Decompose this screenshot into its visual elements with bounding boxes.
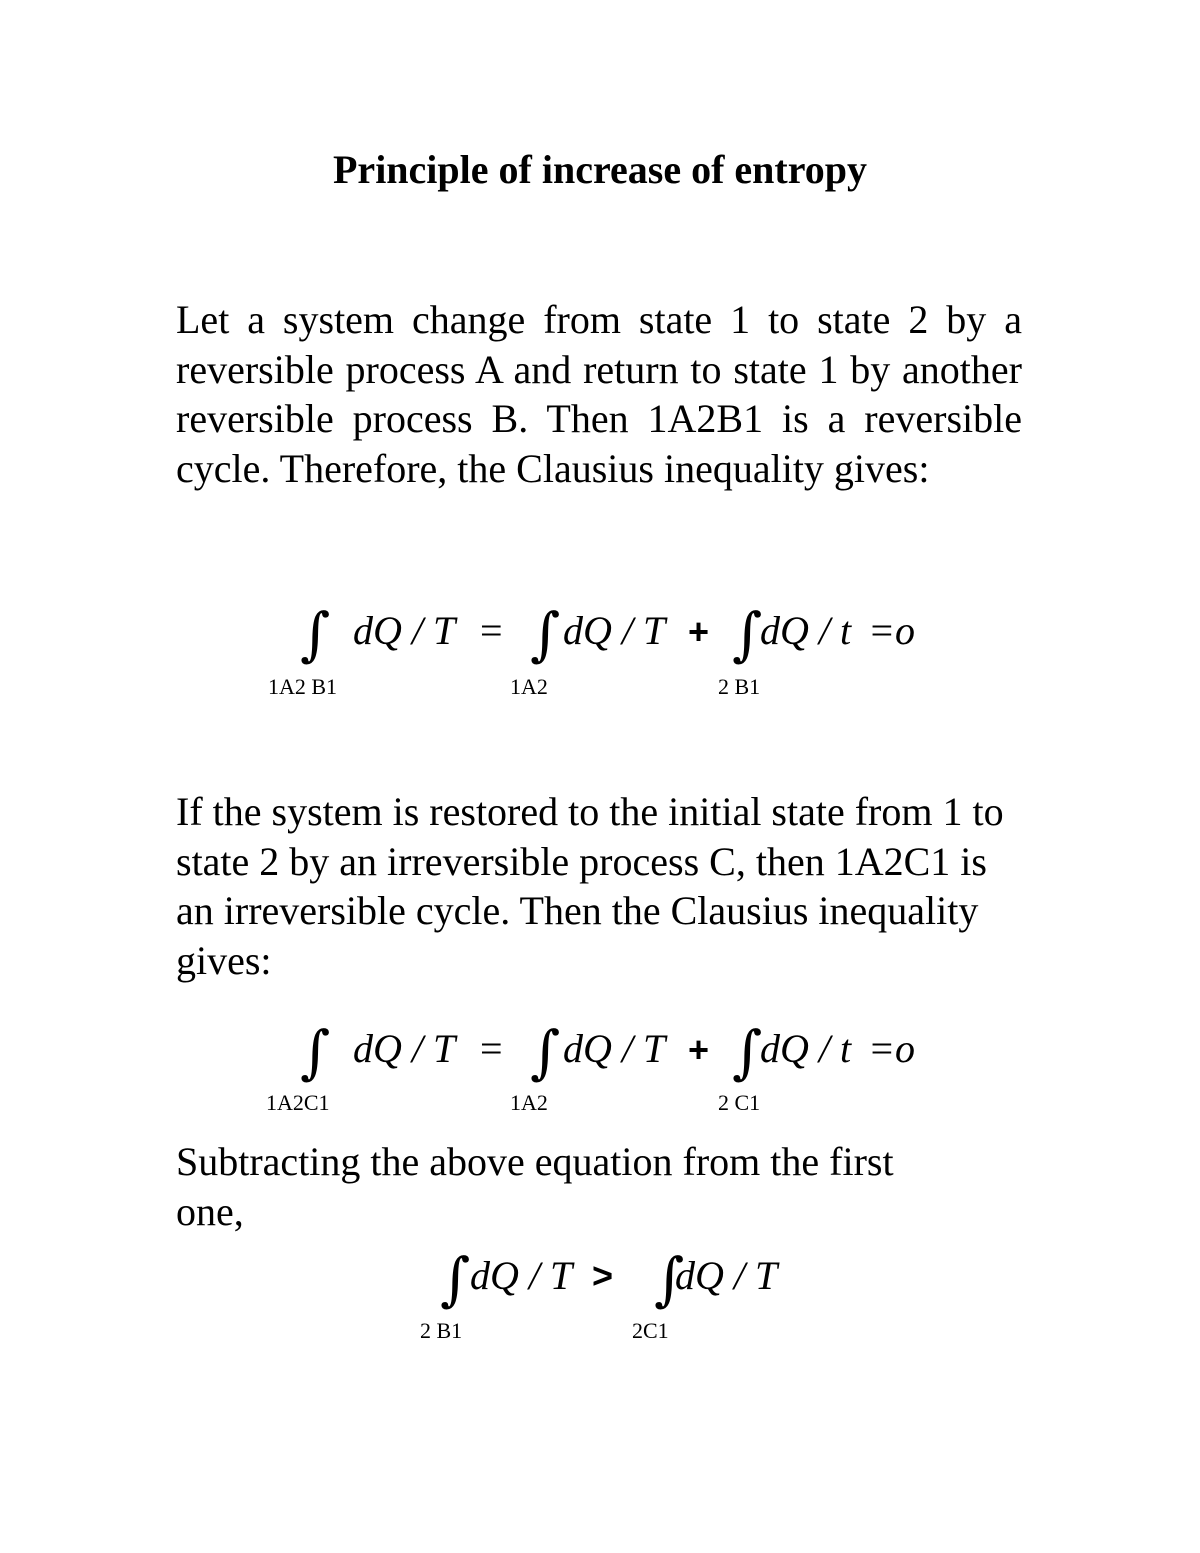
plus-sign: + bbox=[688, 611, 710, 652]
integral-sign: ∫ bbox=[530, 600, 561, 668]
integral-subscript: 1A2 B1 bbox=[268, 674, 338, 699]
paragraph-subtracting bbox=[176, 1137, 1022, 1236]
integral-subscript: 2 B1 bbox=[420, 1318, 463, 1343]
integral-sign: ∫ bbox=[300, 600, 331, 668]
integral-subscript: 2 C1 bbox=[718, 1090, 761, 1115]
equals-sign: = bbox=[480, 608, 503, 653]
paragraph-reversible-cycle: Let a system change from state 1 to state 2 by a reversible process A and return to state 1 by another reversible process B. Then 1A2B1 is a reversible cycle. Therefore, the Clausius inequality gives: bbox=[176, 297, 1022, 491]
integrand-term: dQ / T bbox=[353, 608, 456, 653]
paragraph-line: one, bbox=[176, 1188, 244, 1234]
paragraph-irreversible-cycle: If the system is restored to the initial state from 1 to state 2 by an irreversible process C, then 1A2C1 is an irreversible cycle. Then the Clausius inequality gives: bbox=[176, 789, 1004, 983]
page-title: Principle of increase of entropy bbox=[333, 147, 867, 192]
integral-subscript: 2C1 bbox=[632, 1318, 669, 1343]
integral-subscript: 1A2 bbox=[510, 1090, 548, 1115]
integral-sign: ∫ bbox=[654, 1245, 685, 1313]
integral-subscript: 2 B1 bbox=[718, 674, 761, 699]
integral-sign: ∫ bbox=[732, 1018, 763, 1086]
integral-subscript: 1A2 bbox=[510, 674, 548, 699]
result-zero: =o bbox=[868, 1026, 915, 1071]
integrand-term: dQ / T bbox=[353, 1026, 456, 1071]
greater-than-sign: > bbox=[592, 1255, 614, 1296]
integral-sign: ∫ bbox=[732, 600, 763, 668]
equals-sign: = bbox=[480, 1026, 503, 1071]
integral-subscript: 1A2C1 bbox=[266, 1090, 330, 1115]
integral-sign: ∫ bbox=[440, 1245, 471, 1313]
integral-sign: ∫ bbox=[300, 1018, 331, 1086]
integrand-term: dQ / T bbox=[470, 1253, 573, 1298]
integrand-term: dQ / t bbox=[760, 608, 852, 653]
integrand-term: dQ / t bbox=[760, 1026, 852, 1071]
integral-sign: ∫ bbox=[530, 1018, 561, 1086]
integrand-term: dQ / T bbox=[675, 1253, 778, 1298]
integrand-term: dQ / T bbox=[563, 1026, 666, 1071]
plus-sign: + bbox=[688, 1029, 710, 1070]
result-zero: =o bbox=[868, 608, 915, 653]
paragraph-line: Subtracting the above equation from the first bbox=[176, 1139, 894, 1184]
integrand-term: dQ / T bbox=[563, 608, 666, 653]
